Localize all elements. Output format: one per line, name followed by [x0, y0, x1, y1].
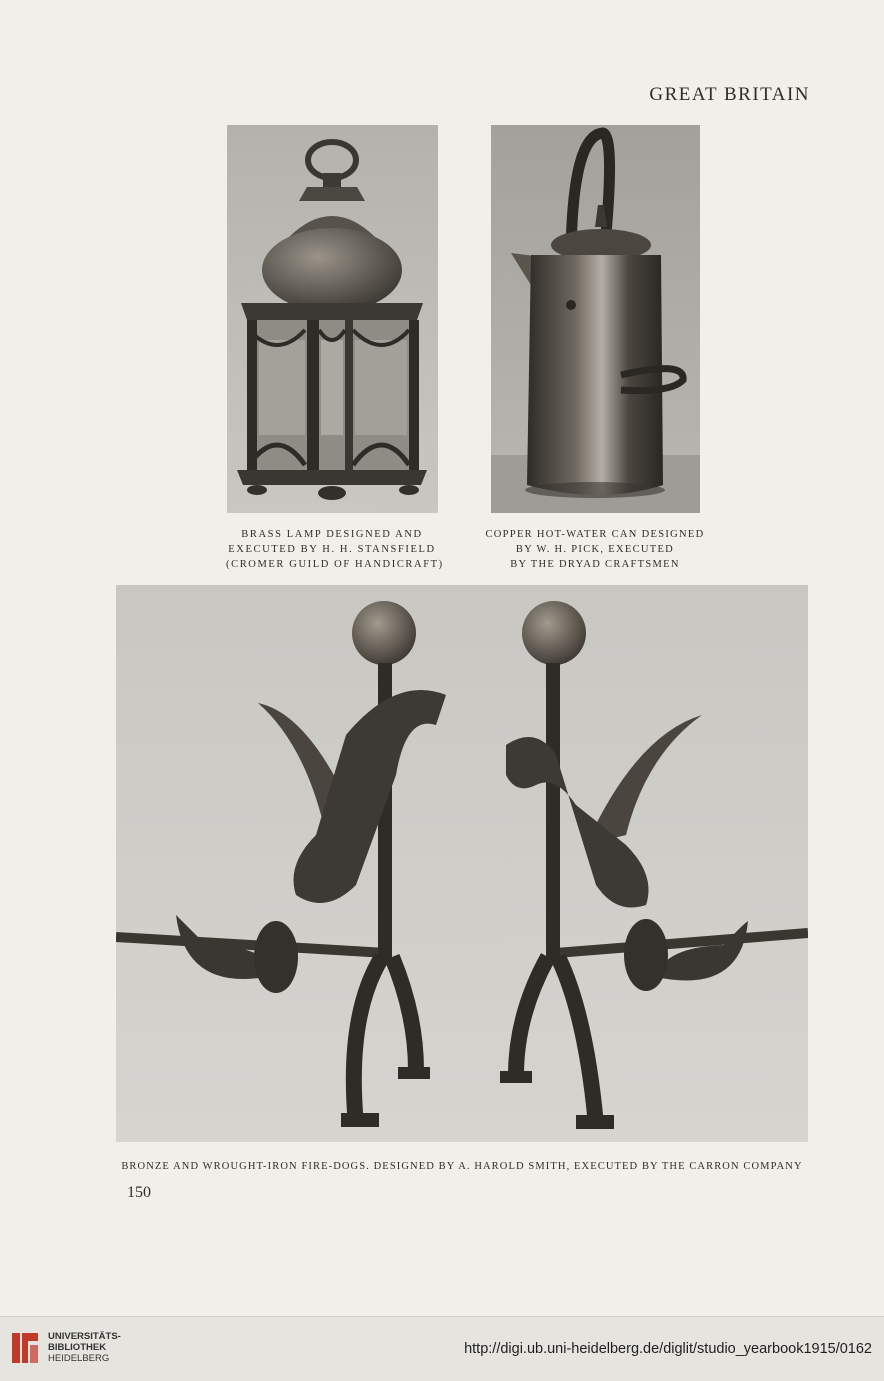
fire-dogs-photo — [116, 585, 808, 1142]
viewer-footer — [0, 1316, 884, 1381]
brass-lamp-photo — [227, 125, 438, 513]
lamp-caption-line: BRASS LAMP DESIGNED AND — [241, 529, 423, 540]
library-logo-text — [48, 1331, 121, 1364]
permalink-url[interactable]: http://digi.ub.uni-heidelberg.de/diglit/studio_yearbook1915/0162 — [464, 1341, 872, 1357]
can-caption-line: COPPER HOT-WATER CAN DESIGNED — [485, 529, 705, 540]
library-logo[interactable] — [10, 1327, 120, 1371]
lamp-caption-line: EXECUTED BY H. H. STANSFIELD — [228, 544, 436, 555]
lamp-caption — [226, 527, 444, 572]
running-head: GREAT BRITAIN — [649, 84, 810, 105]
fire-dogs-caption: BRONZE AND WROUGHT-IRON FIRE-DOGS. DESIGNED BY A. HAROLD SMITH, EXECUTED BY THE CARRON COMPANY — [121, 1161, 803, 1172]
page-number: 150 — [127, 1184, 151, 1201]
hot-water-can-photo — [491, 125, 700, 513]
logo-line: UNIVERSITÄTS- — [48, 1331, 121, 1342]
can-caption-line: BY THE DRYAD CRAFTSMEN — [510, 559, 680, 570]
library-logo-icon — [10, 1329, 42, 1367]
logo-line: BIBLIOTHEK — [48, 1342, 107, 1353]
logo-line: HEIDELBERG — [48, 1353, 110, 1364]
can-caption-line: BY W. H. PICK, EXECUTED — [515, 544, 675, 555]
lamp-caption-line: (CROMER GUILD OF HANDICRAFT) — [226, 559, 444, 570]
can-caption — [484, 527, 706, 572]
